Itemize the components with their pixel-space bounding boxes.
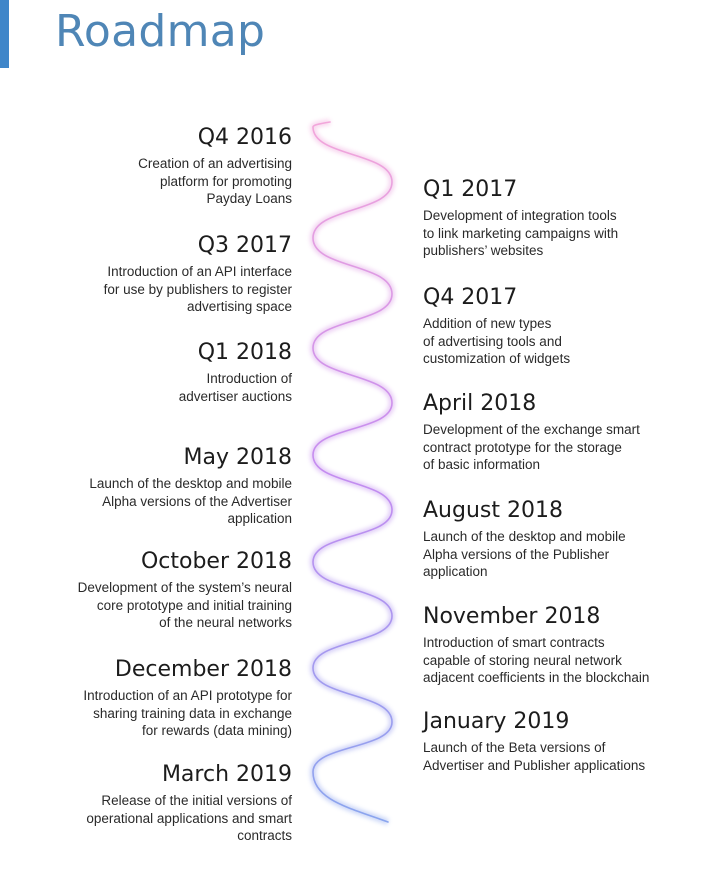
milestone xyxy=(78,548,292,632)
milestone-description-line: core prototype and initial training xyxy=(96,597,292,613)
milestone-description-line: contracts xyxy=(237,828,292,843)
milestone xyxy=(423,176,618,260)
milestone-description xyxy=(86,792,292,845)
milestone-description-line: Addition of new types xyxy=(423,316,552,331)
milestone-description xyxy=(138,155,292,208)
milestone-description-line: of basic information xyxy=(423,457,541,472)
milestone-description xyxy=(423,739,645,774)
milestone-description-line: Introduction of smart contracts xyxy=(423,635,605,650)
milestone xyxy=(83,656,292,740)
milestone xyxy=(104,232,292,316)
milestone xyxy=(86,761,292,845)
milestone-description xyxy=(89,475,292,528)
milestone-description xyxy=(423,207,618,260)
milestone-description-line: customization of widgets xyxy=(423,351,571,366)
milestone-date: Q1 2017 xyxy=(423,177,518,202)
milestone-date: Q1 2018 xyxy=(197,340,292,365)
milestone-date: March 2019 xyxy=(161,762,292,787)
milestone-description-line: Release of the initial versions of xyxy=(101,793,292,808)
milestone-description-line: advertising space xyxy=(186,299,292,314)
milestone-description-line: advertiser auctions xyxy=(178,388,292,404)
milestone-description xyxy=(179,370,292,405)
milestone-description-line: Development of the exchange smart xyxy=(423,422,640,437)
milestone-description-line: Alpha versions of the Advertiser xyxy=(102,493,292,509)
milestone-description xyxy=(78,579,292,632)
milestone-description-line: to link marketing campaigns with xyxy=(423,225,619,241)
milestone-date: December 2018 xyxy=(114,657,292,682)
milestone-description-line: Creation of an advertising xyxy=(138,156,292,171)
milestone xyxy=(423,603,649,687)
page-title: Roadmap xyxy=(55,6,266,57)
milestone-description-line: for rewards (data mining) xyxy=(141,723,292,738)
milestone-description-line: Introduction of xyxy=(206,371,292,386)
milestone-date: January 2019 xyxy=(423,709,570,734)
milestone-description-line: Development of integration tools xyxy=(423,208,617,223)
milestone-description-line: Introduction of an API interface xyxy=(107,264,292,279)
milestone xyxy=(423,708,645,774)
milestone xyxy=(89,444,292,528)
milestone-description-line: platform for promoting xyxy=(159,173,292,189)
milestone-description-line: contract prototype for the storage xyxy=(423,439,622,455)
milestone-description-line: operational applications and smart xyxy=(86,810,292,826)
milestone-date: Q3 2017 xyxy=(197,233,292,258)
milestone-description-line: for use by publishers to register xyxy=(103,281,292,297)
milestone-description-line: Development of the system’s neural xyxy=(77,580,292,595)
milestone-date: August 2018 xyxy=(423,498,563,523)
milestone-description xyxy=(423,315,570,368)
milestone-description xyxy=(423,528,626,581)
milestone-description-line: application xyxy=(227,511,292,526)
milestone xyxy=(423,284,570,368)
milestone-description-line: Alpha versions of the Publisher xyxy=(423,546,610,562)
milestone-description-line: adjacent coefficients in the blockchain xyxy=(423,670,650,685)
milestone-description-line: sharing training data in exchange xyxy=(93,705,292,721)
milestone-description-line: publishers’ websites xyxy=(423,243,544,258)
milestone-description-line: capable of storing neural network xyxy=(423,652,622,668)
timeline-wave-line xyxy=(313,122,392,822)
milestone-description-line: Launch of the Beta versions of xyxy=(423,740,606,755)
milestone xyxy=(423,497,626,581)
milestone-date: April 2018 xyxy=(423,391,537,416)
milestone-description-line: Payday Loans xyxy=(206,191,292,206)
milestone xyxy=(423,390,640,474)
milestone-description-line: Advertiser and Publisher applications xyxy=(423,757,646,773)
milestone-description xyxy=(423,634,649,687)
milestone xyxy=(179,339,292,405)
milestone-description xyxy=(104,263,292,316)
milestone-date: Q4 2017 xyxy=(423,285,518,310)
milestone xyxy=(138,124,292,208)
milestone-description-line: Introduction of an API prototype for xyxy=(83,688,292,703)
milestone-description-line: application xyxy=(423,564,488,579)
milestone-date: May 2018 xyxy=(183,445,292,470)
milestone-description-line: Launch of the desktop and mobile xyxy=(89,476,292,491)
milestone-date: November 2018 xyxy=(423,604,601,629)
milestone-description-line: Launch of the desktop and mobile xyxy=(423,529,626,544)
milestone-date: October 2018 xyxy=(140,549,292,574)
milestone-description-line: of advertising tools and xyxy=(423,333,562,349)
milestone-description xyxy=(423,421,640,474)
milestone-description xyxy=(83,687,292,740)
milestone-description-line: of the neural networks xyxy=(159,615,292,630)
milestone-date: Q4 2016 xyxy=(197,125,292,150)
